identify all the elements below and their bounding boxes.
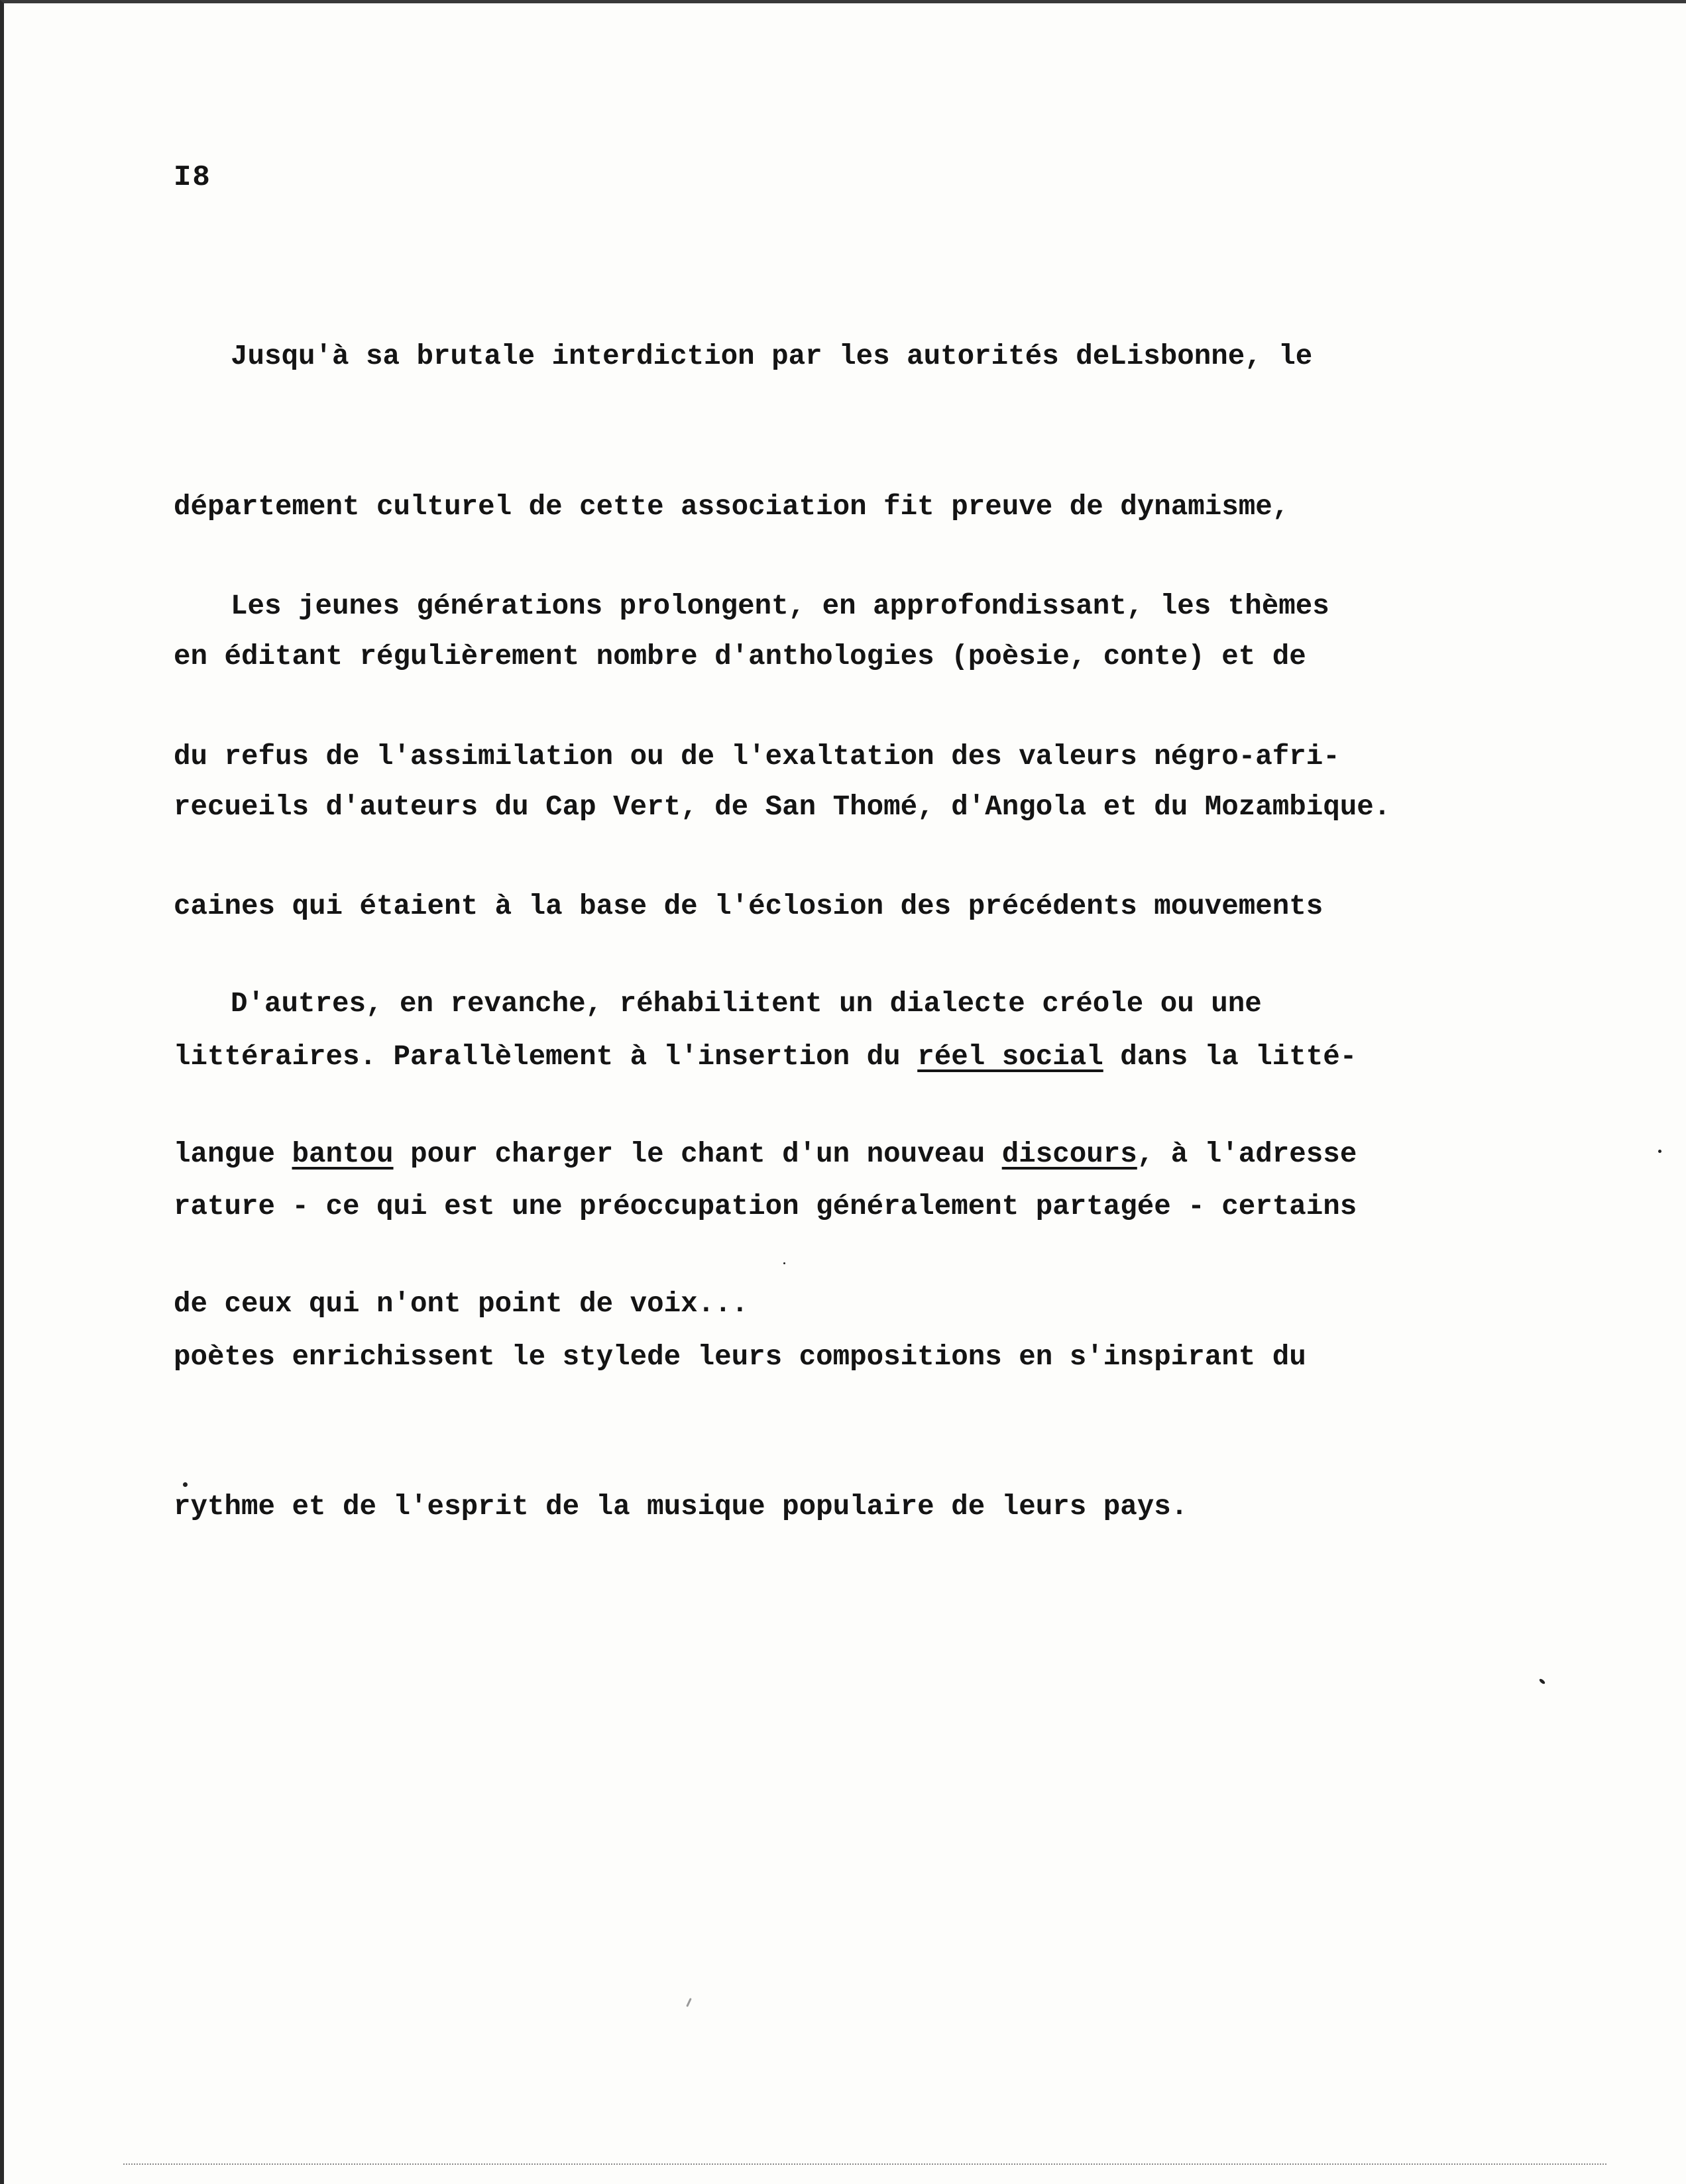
text-line: rature - ce qui est une préoccupation généralement partagée - certains: [174, 1191, 1357, 1223]
text-line: poètes enrichissent le stylede leurs compositions en s'inspirant du: [174, 1340, 1306, 1373]
text-line: en éditant régulièrement nombre d'anthologies (poèsie, conte) et de: [174, 641, 1306, 673]
text-segment: dans la litté-: [1103, 1040, 1357, 1073]
text-line: D'autres, en revanche, réhabilitent un dialecte créole ou une: [231, 988, 1262, 1020]
text-line: Jusqu'à sa brutale interdiction par les autorités deLisbonne, le: [231, 341, 1313, 372]
text-line: de ceux qui n'ont point de voix...: [174, 1288, 749, 1320]
text-line: caines qui étaient à la base de l'éclosion des précédents mouvements: [174, 891, 1323, 922]
scan-speck: [686, 1998, 692, 2007]
scan-speck: [1658, 1150, 1661, 1153]
underlined-term-bantou: bantou: [292, 1138, 394, 1170]
text-segment: littéraires. Parallèlement à l'insertion du: [174, 1040, 918, 1073]
scan-speck: [183, 1482, 188, 1487]
underlined-term-discours: discours: [1001, 1138, 1137, 1170]
scan-edge-line: [123, 2163, 1606, 2165]
page-number: I8: [174, 161, 211, 194]
text-line: département culturel de cette association fit preuve de dynamisme,: [174, 490, 1290, 523]
paragraph-3: [174, 879, 1658, 1430]
text-segment: pour charger le chant d'un nouveau: [393, 1138, 1002, 1170]
underlined-term-reel-social: réel social: [917, 1040, 1103, 1073]
text-line: Les jeunes générations prolongent, en approfondissant, les thèmes: [231, 590, 1329, 622]
text-line: du refus de l'assimilation ou de l'exaltation des valeurs négro-afri-: [174, 740, 1340, 773]
text-line: recueils d'auteurs du Cap Vert, de San Thomé, d'Angola et du Mozambique.: [174, 791, 1391, 823]
text-line-with-underline: [174, 1130, 1658, 1180]
scan-speck: [783, 1262, 785, 1264]
text-segment: langue: [174, 1138, 292, 1170]
scan-speck: [1539, 1678, 1546, 1684]
text-line: rythme et de l'esprit de la musique populaire de leurs pays.: [174, 1491, 1188, 1523]
text-segment: , à l'adresse: [1137, 1138, 1357, 1170]
